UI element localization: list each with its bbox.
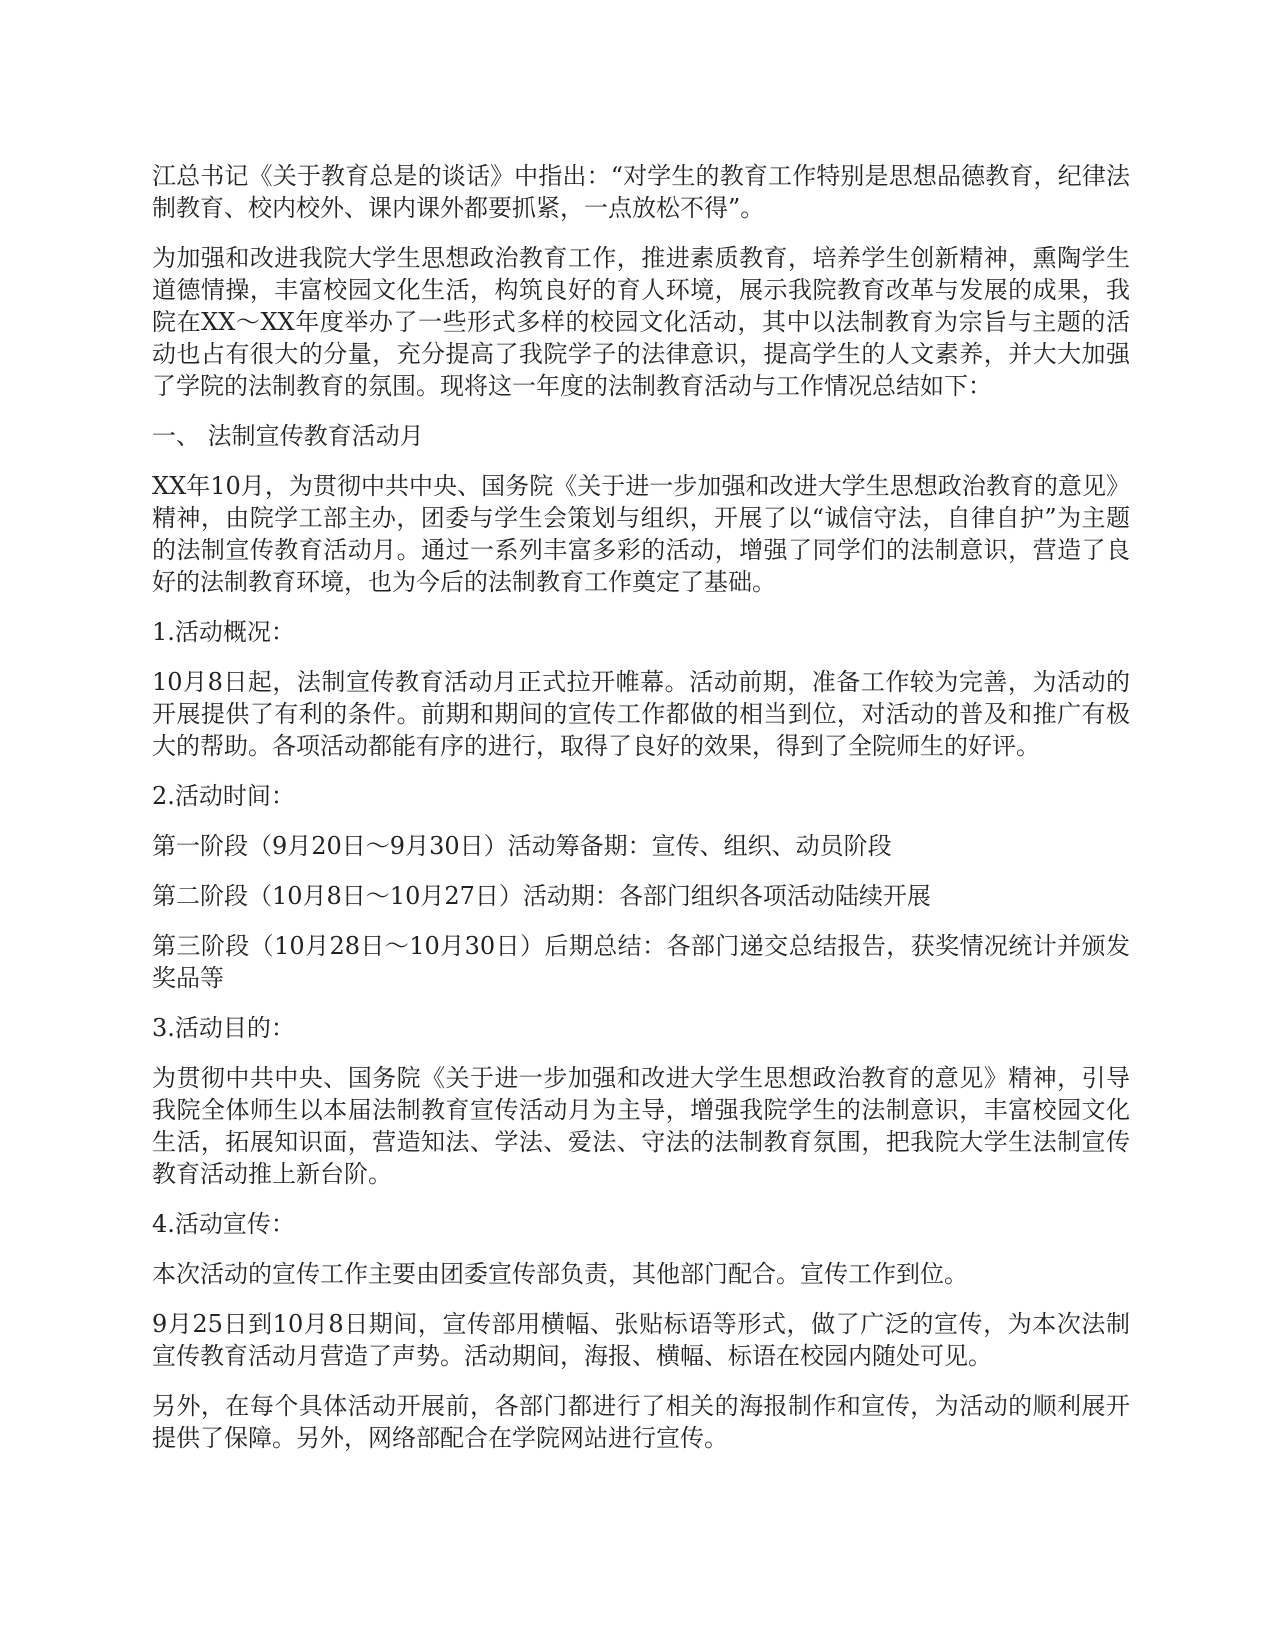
document-page [152,160,1130,1472]
paragraph-phase-3: 第三阶段（10月28日～10月30日）后期总结：各部门递交总结报告，获奖情况统计并颁发奖品等 [152,932,1130,992]
paragraph-phase-2: 第二阶段（10月8日～10月27日）活动期：各部门组织各项活动陆续开展 [152,882,931,910]
section-heading-1: 一、 法制宣传教育活动月 [152,422,424,450]
paragraph-quote: 江总书记《关于教育总是的谈话》中指出：“对学生的教育工作特别是思想品德教育，纪律法制教育、校内校外、课内课外都要抓紧，一点放松不得”。 [152,162,1130,222]
subheading-overview: 1.活动概况： [152,618,295,646]
subheading-publicity: 4.活动宣传： [152,1210,295,1238]
subheading-time: 2.活动时间： [152,782,295,810]
paragraph-purpose: 为贯彻中共中央、国务院《关于进一步加强和改进大学生思想政治教育的意见》精神，引导我院全体师生以本届法制教育宣传活动月为主导，增强我院学生的法制意识，丰富校园文化生活，拓展知识面，营造知法、学法、爱法、守法的法制教育氛围，把我院大学生法制宣传教育活动推上新台阶。 [152,1064,1130,1188]
subheading-purpose: 3.活动目的： [152,1014,295,1042]
paragraph-phase-1: 第一阶段（9月20日～9月30日）活动筹备期：宣传、组织、动员阶段 [152,832,892,860]
paragraph-publicity-1: 本次活动的宣传工作主要由团委宣传部负责，其他部门配合。宣传工作到位。 [152,1260,968,1288]
paragraph-section-1: XX年10月，为贯彻中共中央、国务院《关于进一步加强和改进大学生思想政治教育的意见》精神，由院学工部主办，团委与学生会策划与组织，开展了以“诚信守法，自律自护”为主题的法制宣传教育活动月。通过一系列丰富多彩的活动，增强了同学们的法制意识，营造了良好的法制教育环境，也为今后的法制教育工作奠定了基础。 [152,472,1130,596]
paragraph-publicity-3: 另外，在每个具体活动开展前，各部门都进行了相关的海报制作和宣传，为活动的顺利展开提供了保障。另外，网络部配合在学院网站进行宣传。 [152,1392,1130,1452]
paragraph-intro: 为加强和改进我院大学生思想政治教育工作，推进素质教育，培养学生创新精神，熏陶学生道德情操，丰富校园文化生活，构筑良好的育人环境，展示我院教育改革与发展的成果，我院在XX～XX年度举办了一些形式多样的校园文化活动，其中以法制教育为宗旨与主题的活动也占有很大的分量，充分提高了我院学子的法律意识，提高学生的人文素养，并大大加强了学院的法制教育的氛围。现将这一年度的法制教育活动与工作情况总结如下： [152,244,1130,400]
paragraph-publicity-2: 9月25日到10月8日期间，宣传部用横幅、张贴标语等形式，做了广泛的宣传，为本次法制宣传教育活动月营造了声势。活动期间，海报、横幅、标语在校园内随处可见。 [152,1310,1130,1370]
paragraph-overview: 10月8日起，法制宣传教育活动月正式拉开帷幕。活动前期，准备工作较为完善，为活动的开展提供了有利的条件。前期和期间的宣传工作都做的相当到位，对活动的普及和推广有极大的帮助。各项活动都能有序的进行，取得了良好的效果，得到了全院师生的好评。 [152,668,1130,760]
